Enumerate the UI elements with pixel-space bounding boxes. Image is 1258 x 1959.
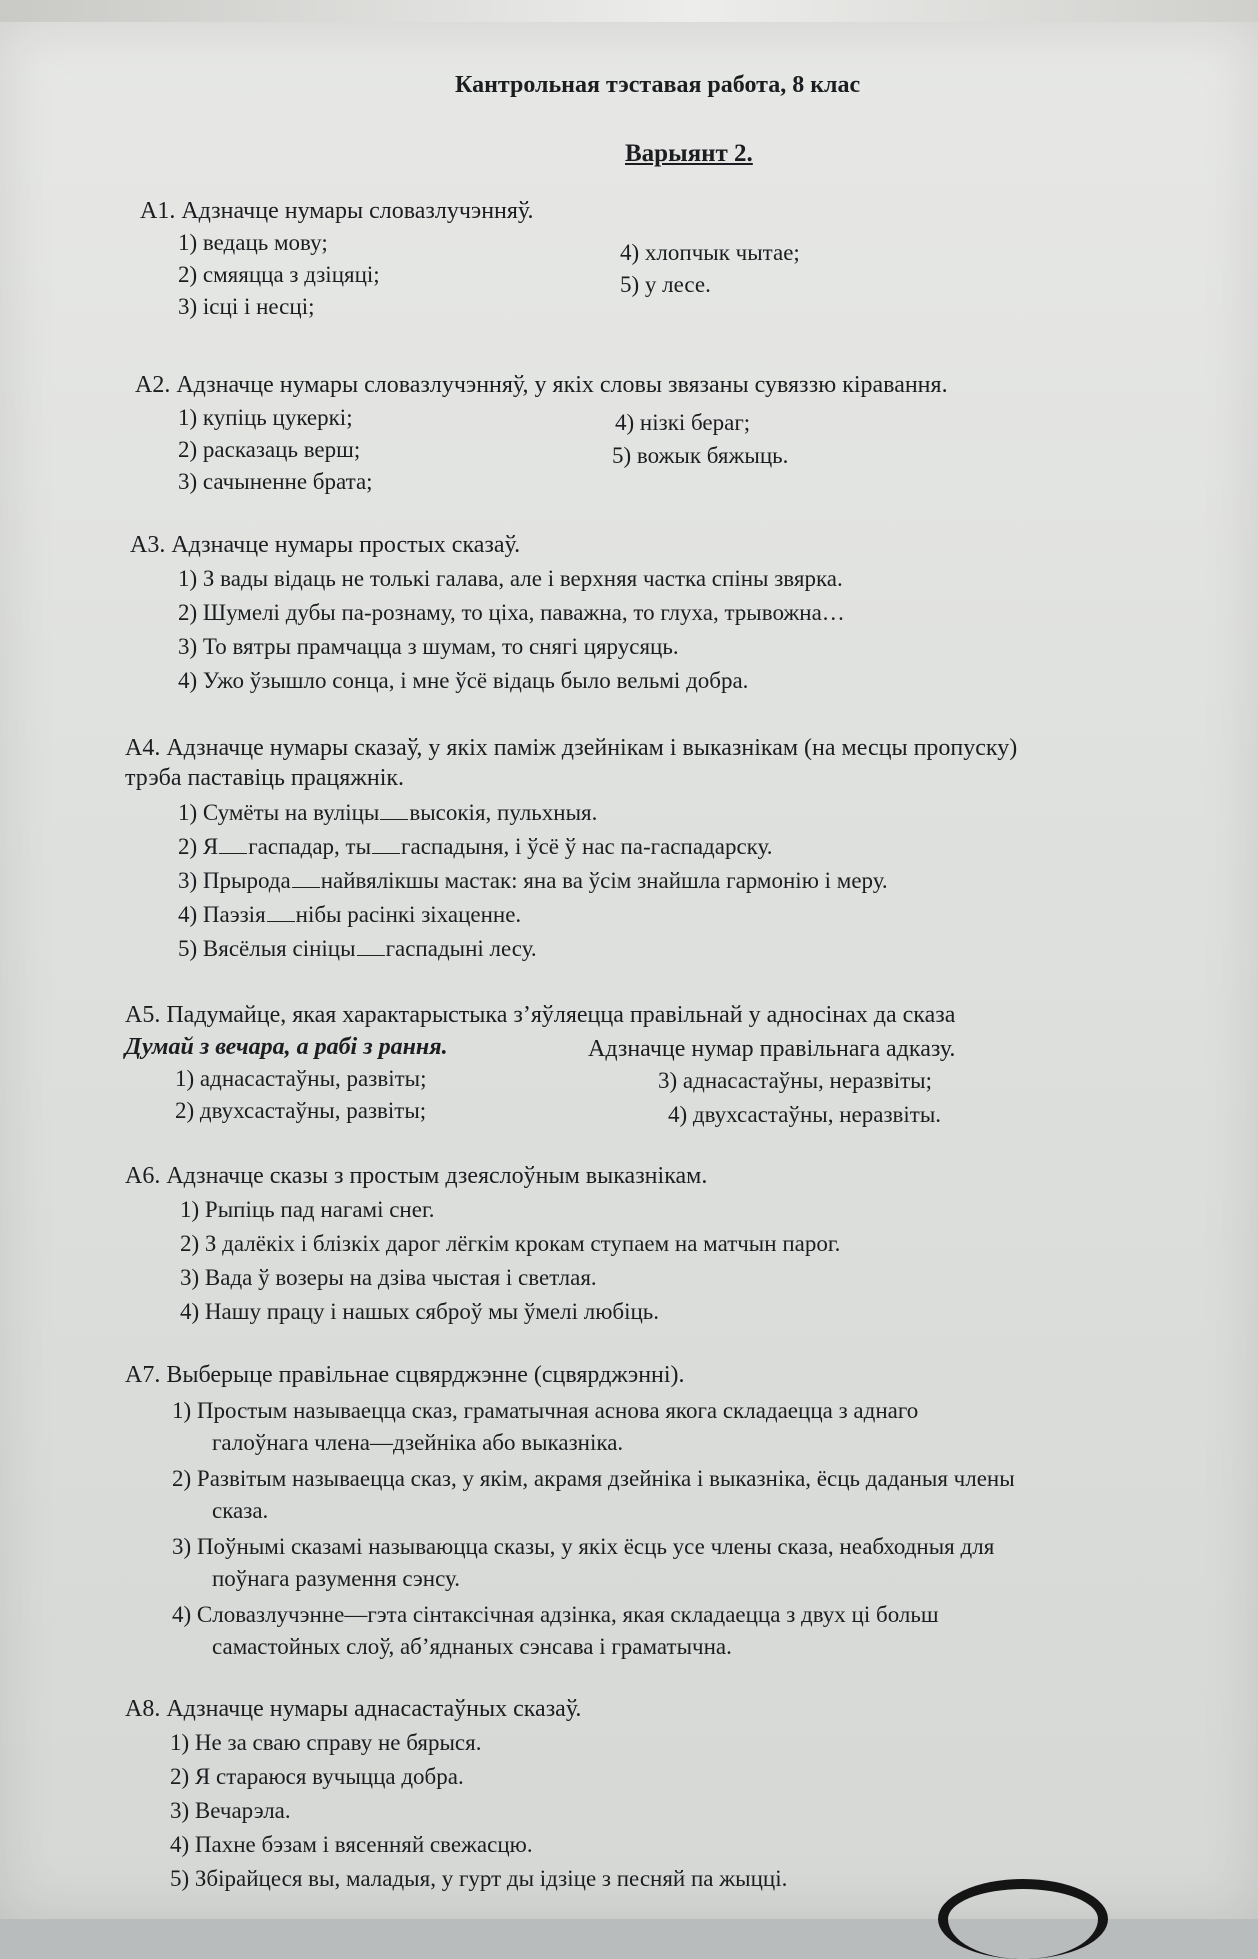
a5-option-1: 1) аднасастаўны, развіты;	[175, 1066, 427, 1091]
a7-option-2-cont: сказа.	[212, 1498, 269, 1523]
a6-option-1: 1) Рыпіць пад нагамі снег.	[180, 1197, 435, 1222]
question-a5: А5. Падумайце, якая характарыстыка з’яўляецца правільнай у адносінах да сказа	[125, 1002, 956, 1028]
question-a6: А6. Адзначце сказы з простым дзеяслоўным выказнікам.	[125, 1163, 708, 1189]
question-a4-cont: трэба паставіць працяжнік.	[125, 765, 405, 791]
a2-option-3: 3) сачыненне брата;	[178, 469, 373, 494]
page-title: Кантрольная тэставая работа, 8 клас	[455, 72, 861, 98]
a2-option-1: 1) купіць цукеркі;	[178, 405, 353, 430]
a5-option-4: 4) двухсастаўны, неразвіты.	[668, 1102, 942, 1127]
a4-option-5: 5) Вясёлыя сініцы гаспадыні лесу.	[178, 936, 537, 961]
a5-option-2: 2) двухсастаўны, развіты;	[175, 1098, 427, 1123]
variant-heading: Варыянт 2.	[625, 140, 753, 167]
a3-option-1: 1) З вады відаць не толькі галава, але і верхняя частка спіны звярка.	[178, 566, 843, 591]
a7-option-4: 4) Словазлучэнне—гэта сінтаксічная адзінка, якая складаецца з двух ці больш	[172, 1602, 939, 1627]
a7-option-1-cont: галоўнага члена—дзейніка або выказніка.	[212, 1430, 624, 1455]
a1-option-3: 3) ісці і несці;	[178, 294, 315, 319]
question-a3: А3. Адзначце нумары простых сказаў.	[130, 532, 521, 558]
a7-option-4-cont: самастойных слоў, аб’яднаных сэнсава і граматычна.	[212, 1634, 732, 1659]
question-a2: А2. Адзначце нумары словазлучэнняў, у якіх словы звязаны сувяззю кіравання.	[135, 372, 948, 398]
a8-option-1: 1) Не за сваю справу не бярыся.	[170, 1730, 482, 1755]
desk-edge	[0, 0, 1258, 22]
a2-option-2: 2) расказаць верш;	[178, 437, 361, 462]
a2-option-5: 5) вожык бяжыць.	[612, 443, 789, 468]
a1-option-1: 1) ведаць мову;	[178, 230, 328, 255]
a1-option-4: 4) хлопчык чытае;	[620, 240, 800, 265]
a3-option-4: 4) Ужо ўзышло сонца, і мне ўсё відаць было вельмі добра.	[178, 668, 749, 693]
a6-option-4: 4) Нашу працу і нашых сяброў мы ўмелі любіць.	[180, 1299, 660, 1324]
a8-option-3: 3) Вечарэла.	[170, 1798, 291, 1823]
a7-option-2: 2) Развітым называецца сказ, у якім, акрамя дзейніка і выказніка, ёсць даданыя члены	[172, 1466, 1015, 1491]
a4-option-1: 1) Сумёты на вуліцы высокія, пульхныя.	[178, 800, 598, 825]
a5-option-3: 3) аднасастаўны, неразвіты;	[658, 1068, 933, 1093]
a8-option-5: 5) Збірайцеся вы, маладыя, у гурт ды ідзіце з песняй па жыцці.	[170, 1866, 788, 1891]
question-a1: А1. Адзначце нумары словазлучэнняў.	[140, 198, 534, 224]
a5-quote: Думай з вечара, а рабі з рання.	[125, 1034, 448, 1060]
a8-option-2: 2) Я стараюся вучыцца добра.	[170, 1764, 464, 1789]
a1-option-5: 5) у лесе.	[620, 272, 711, 297]
a4-option-4: 4) Паэзія нібы расінкі зіхаценне.	[178, 902, 522, 927]
a7-option-3: 3) Поўнымі сказамі называюцца сказы, у якіх ёсць усе члены сказа, неабходныя для	[172, 1534, 995, 1559]
question-a4: А4. Адзначце нумары сказаў, у якіх паміж дзейнікам і выказнікам (на месцы пропуску)	[125, 735, 1018, 761]
a1-option-2: 2) смяяцца з дзіцяці;	[178, 262, 380, 287]
question-a5-cont: Адзначце нумар правільнага адказу.	[588, 1036, 956, 1062]
a6-option-3: 3) Вада ў возеры на дзіва чыстая і светлая.	[180, 1265, 597, 1290]
question-a7: А7. Выберыце правільнае сцвярджэнне (сцвярджэнні).	[125, 1362, 685, 1388]
a3-option-3: 3) То вятры прамчацца з шумам, то снягі цярусяць.	[178, 634, 679, 659]
a8-option-4: 4) Пахне бэзам і вясенняй свежасцю.	[170, 1832, 533, 1857]
a2-option-4: 4) нізкі бераг;	[615, 410, 751, 435]
a6-option-2: 2) З далёкіх і блізкіх дарог лёгкім крокам ступаем на матчын парог.	[180, 1231, 841, 1256]
a3-option-2: 2) Шумелі дубы па-рознаму, то ціха, паважна, то глуха, трывожна…	[178, 600, 845, 625]
question-a8: А8. Адзначце нумары аднасастаўных сказаў.	[125, 1696, 582, 1722]
a4-option-2: 2) Я гаспадар, ты гаспадыня, і ўсё ў нас па-гаспадарску.	[178, 834, 773, 859]
a7-option-1: 1) Простым называецца сказ, граматычная аснова якога складаецца з аднаго	[172, 1398, 919, 1423]
a7-option-3-cont: поўнага разумення сэнсу.	[212, 1566, 460, 1591]
a4-option-3: 3) Прырода найвялікшы мастак: яна ва ўсім знайшла гармонію і меру.	[178, 868, 888, 893]
dark-object-corner	[938, 1879, 1108, 1959]
